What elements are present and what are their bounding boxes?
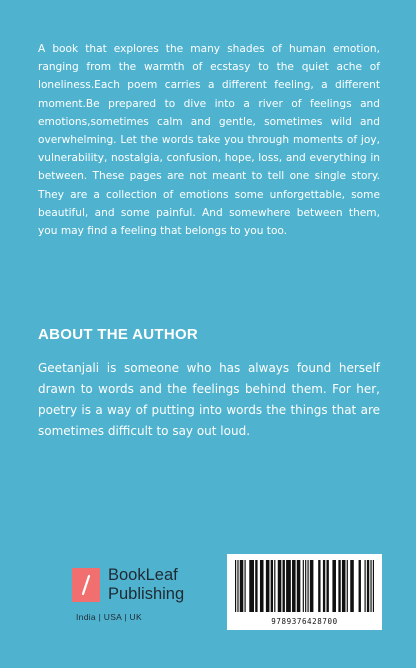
barcode-bar <box>310 560 314 612</box>
barcode-bar <box>292 560 296 612</box>
publisher-name <box>108 566 184 604</box>
barcode-bar <box>286 560 291 612</box>
about-author-heading: ABOUT THE AUTHOR <box>38 326 199 343</box>
publisher-name-line2: Publishing <box>108 585 185 603</box>
barcode-bar <box>323 560 325 612</box>
barcode-bar <box>237 560 238 612</box>
barcode-bar <box>245 560 246 612</box>
barcode-bar <box>326 560 328 612</box>
barcode-bar <box>342 560 346 612</box>
barcode-bar <box>274 560 275 612</box>
barcode-bar <box>271 560 273 612</box>
barcode-bar <box>347 560 348 612</box>
isbn-number: 9789376428700 <box>271 617 338 626</box>
barcode-bar <box>373 560 374 612</box>
barcode-bar <box>266 560 270 612</box>
barcode-bar <box>318 560 320 612</box>
barcode-bar <box>367 560 369 612</box>
publisher-regions: India | USA | UK <box>76 612 142 622</box>
publisher-name-line1: BookLeaf <box>108 566 178 584</box>
barcode-bar <box>350 560 354 612</box>
barcode-bar <box>255 560 257 612</box>
barcode-bars <box>235 560 374 612</box>
barcode-bar <box>307 560 308 612</box>
barcode-bar <box>249 560 254 612</box>
barcode-bar <box>240 560 244 612</box>
isbn-barcode <box>227 554 382 630</box>
barcode-bar <box>332 560 336 612</box>
barcode-bar <box>260 560 264 612</box>
barcode-bar <box>278 560 282 612</box>
barcode-bar <box>365 560 366 612</box>
leaf-slash-icon <box>72 568 100 602</box>
barcode-bar <box>303 560 304 612</box>
barcode-bar <box>305 560 306 612</box>
barcode-bar <box>338 560 340 612</box>
barcode-bar <box>235 560 236 612</box>
barcode-bar <box>297 560 301 612</box>
publisher-logo <box>72 566 184 604</box>
author-bio: Geetanjali is someone who has always found herself drawn to words and the feelings behind them. For her, poetry is a way of putting into words the things that are sometimes difficult to say out loud. <box>38 361 380 438</box>
barcode-bar <box>359 560 361 612</box>
barcode-bar <box>283 560 285 612</box>
book-blurb: A book that explores the many shades of human emotion, ranging from the warmth of ecstasy to the quiet ache of loneliness.Each poem carries a different feeling, a different moment.Be prepared to dive into a river of feelings and emotions,sometimes calm and gentle, sometimes wild and overwhelming. Let the words take you through moments of joy, vulnerability, nostalgia, confusion, hope, loss, and everything in between. These pages are not meant to tell one single story. They are a collection of emotions some unforgettable, some beautiful, and some painful. And somewhere between them, you may find a feeling that belongs to you too. <box>38 43 380 238</box>
barcode-bar <box>370 560 371 612</box>
